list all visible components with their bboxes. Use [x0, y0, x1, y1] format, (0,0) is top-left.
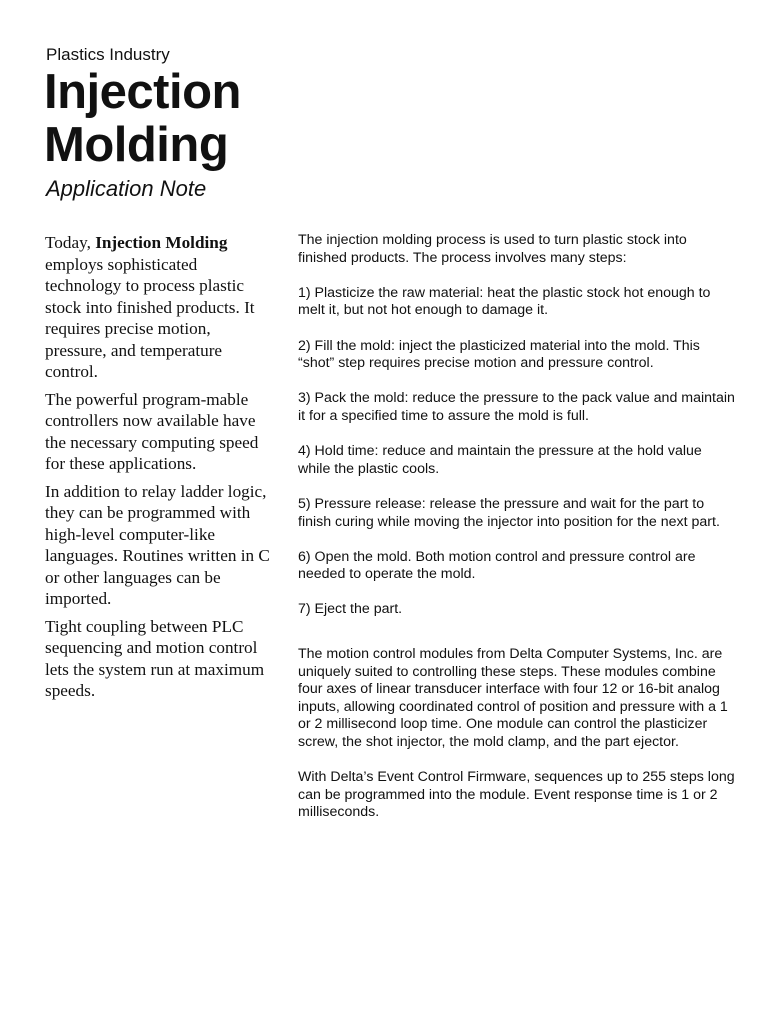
sidebar-p1-rest: employs sophisticated technology to process plastic stock into finished products. It requires precise motion, pressure, and temperature control.	[45, 254, 255, 381]
step-5: 5) Pressure release: release the pressure and wait for the part to finish curing while moving the injector into position for the next part.	[298, 495, 720, 530]
sidebar-paragraph-4: Tight coupling between PLC sequencing and motion control lets the system run at maximum speeds.	[45, 616, 265, 700]
step-3: 3) Pack the mold: reduce the pressure to the pack value and maintain it for a specified time to assure the mold is full.	[298, 390, 735, 424]
intro-paragraph: The injection molding process is used to turn plastic stock into finished products. The process involves many steps:	[298, 232, 687, 266]
sidebar-paragraph-1	[45, 232, 270, 383]
step-1: 1) Plasticize the raw material: heat the plastic stock hot enough to melt it, but not hot enough to damage it.	[298, 284, 711, 319]
sidebar-paragraph-3: In addition to relay ladder logic, they can be programmed with high-level computer-like languages. Routines written in C or other languages can be imported.	[45, 481, 270, 608]
title-line-1: Injection	[44, 65, 241, 119]
firmware-paragraph: With Delta’s Event Control Firmware, sequences up to 255 steps long can be programmed into the module. Event response time is 1 or 2 milliseconds.	[298, 769, 735, 821]
main-column	[298, 232, 738, 840]
sidebar-p1-bold: Injection Molding	[95, 233, 228, 252]
page-title	[44, 66, 241, 172]
modules-paragraph: The motion control modules from Delta Computer Systems, Inc. are uniquely suited to controlling these steps. These modules combine four axes of linear transducer interface with four 12 or 16-bit analog inputs, allowing coordinated control of position and pressure with a 1 or 2 millisecond loop time. One module can control the plasticizer screw, the shot injector, the mold clamp, and the part ejector.	[298, 646, 728, 751]
sidebar-p1-lead: Today,	[45, 233, 96, 252]
step-2: 2) Fill the mold: inject the plasticized material into the mold. This “shot” step requires precise motion and pressure control.	[298, 337, 700, 372]
step-4: 4) Hold time: reduce and maintain the pressure at the hold value while the plastic cools.	[298, 443, 702, 477]
title-line-2: Molding	[44, 118, 229, 172]
sidebar-column	[45, 232, 270, 708]
step-6: 6) Open the mold. Both motion control and pressure control are needed to operate the mold.	[298, 548, 696, 583]
sidebar-paragraph-2: The powerful program-mable controllers now available have the necessary computing speed for these applications.	[45, 389, 259, 473]
industry-label: Plastics Industry	[46, 45, 170, 64]
step-7: 7) Eject the part.	[298, 601, 403, 618]
page-subtitle: Application Note	[46, 176, 207, 201]
